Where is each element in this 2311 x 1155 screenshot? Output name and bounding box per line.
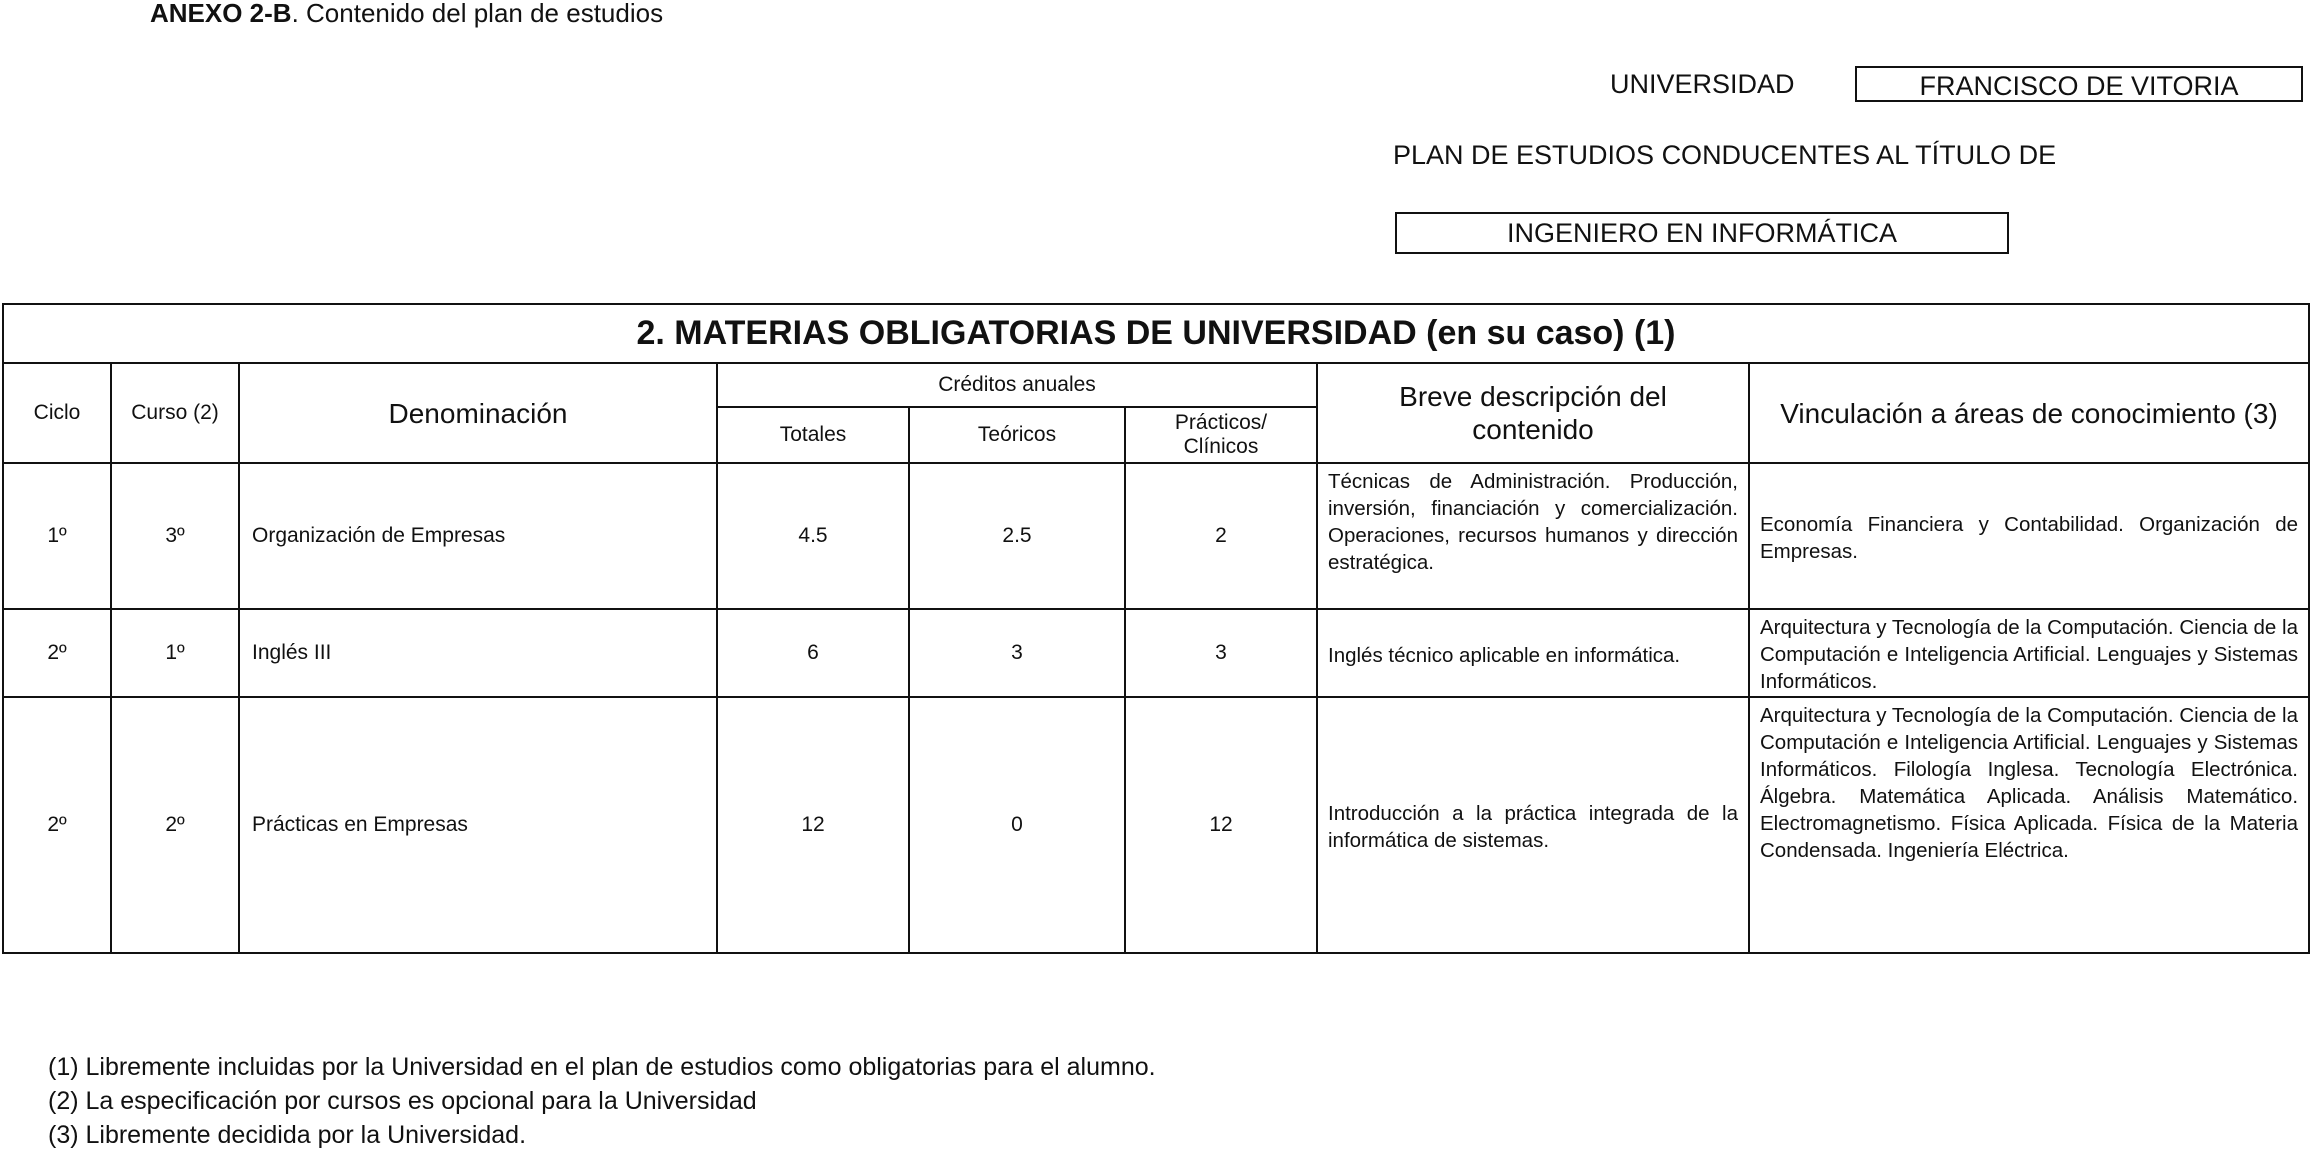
plan-text: PLAN DE ESTUDIOS CONDUCENTES AL TÍTULO DE — [1393, 140, 2057, 170]
cell-totales: 4.5 — [717, 463, 909, 609]
footnote-3: (3) Libremente decidida por la Universidad. — [48, 1121, 527, 1149]
table-row — [3, 609, 2309, 697]
cell-descripcion: Técnicas de Administración. Producción, inversión, financiación y comercialización. Operaciones, recursos humanos y dirección estratégica. — [1317, 463, 1749, 609]
cell-curso: 2º — [111, 697, 239, 953]
cell-curso: 3º — [111, 463, 239, 609]
section-title: 2. MATERIAS OBLIGATORIAS DE UNIVERSIDAD (en su caso) (1) — [3, 304, 2309, 363]
cell-vinculacion: Arquitectura y Tecnología de la Computación. Ciencia de la Computación e Inteligencia Artificial. Lenguajes y Sistemas Informáticos. Filología Inglesa. Tecnología Electrónica. Álgebra. Matemática Aplicada. Análisis Matemático. Electromagnetismo. Física Aplicada. Física de la Materia Condensada. Ingeniería Eléctrica. — [1749, 697, 2309, 953]
cell-ciclo: 1º — [3, 463, 111, 609]
cell-totales: 12 — [717, 697, 909, 953]
university-label: UNIVERSIDAD — [1610, 69, 1795, 99]
cell-totales: 6 — [717, 609, 909, 697]
header-vinculacion: Vinculación a áreas de conocimiento (3) — [1749, 363, 2309, 463]
cell-practicos: 3 — [1125, 609, 1317, 697]
header-totales: Totales — [717, 407, 909, 463]
footnote-1: (1) Libremente incluidas por la Universidad en el plan de estudios como obligatorias para el alumno. — [48, 1053, 1156, 1081]
annex-heading — [150, 0, 663, 29]
cell-descripcion: Introducción a la práctica integrada de la informática de sistemas. — [1317, 697, 1749, 953]
cell-denominacion: Prácticas en Empresas — [239, 697, 717, 953]
table-row — [3, 697, 2309, 953]
cell-curso: 1º — [111, 609, 239, 697]
cell-vinculacion: Economía Financiera y Contabilidad. Organización de Empresas. — [1749, 463, 2309, 609]
subjects-table — [2, 303, 2310, 954]
header-ciclo: Ciclo — [3, 363, 111, 463]
cell-descripcion: Inglés técnico aplicable en informática. — [1317, 609, 1749, 697]
header-teoricos: Teóricos — [909, 407, 1125, 463]
cell-vinculacion: Arquitectura y Tecnología de la Computación. Ciencia de la Computación e Inteligencia Artificial. Lenguajes y Sistemas Informáticos. — [1749, 609, 2309, 697]
table-row — [3, 463, 2309, 609]
cell-ciclo: 2º — [3, 609, 111, 697]
cell-ciclo: 2º — [3, 697, 111, 953]
cell-denominacion: Inglés III — [239, 609, 717, 697]
header-curso: Curso (2) — [111, 363, 239, 463]
header-descripcion: Breve descripción del contenido — [1317, 363, 1749, 463]
cell-practicos: 12 — [1125, 697, 1317, 953]
cell-teoricos: 0 — [909, 697, 1125, 953]
cell-teoricos: 3 — [909, 609, 1125, 697]
header-creditos-anuales: Créditos anuales — [717, 363, 1317, 407]
annex-label: ANEXO 2-B — [150, 0, 292, 28]
cell-teoricos: 2.5 — [909, 463, 1125, 609]
cell-practicos: 2 — [1125, 463, 1317, 609]
cell-denominacion: Organización de Empresas — [239, 463, 717, 609]
annex-description: . Contenido del plan de estudios — [291, 0, 664, 28]
footnotes — [48, 1050, 1156, 1152]
footnote-2: (2) La especificación por cursos es opcional para la Universidad — [48, 1087, 757, 1115]
university-name-box: FRANCISCO DE VITORIA — [1855, 66, 2303, 102]
header-practicos: Prácticos/ Clínicos — [1125, 407, 1317, 463]
header-denominacion: Denominación — [239, 363, 717, 463]
degree-title-box: INGENIERO EN INFORMÁTICA — [1395, 212, 2009, 254]
